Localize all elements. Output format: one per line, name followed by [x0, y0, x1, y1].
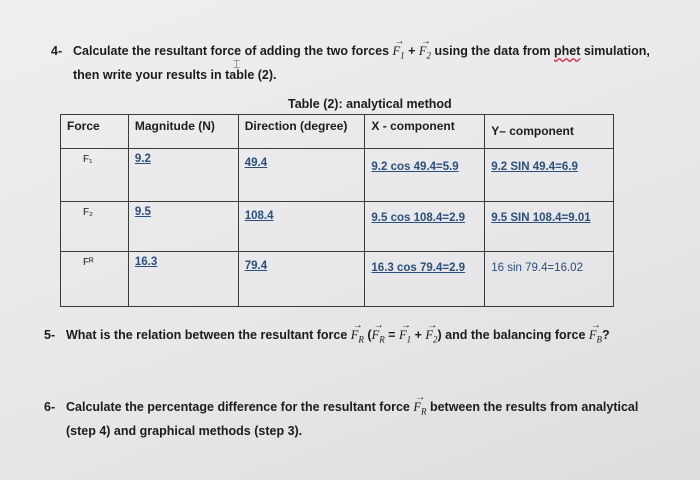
- table-caption: Table (2): analytical method: [288, 97, 452, 111]
- q6-line-2: (step 4) and graphical methods (step 3).: [66, 423, 303, 438]
- table-header-row: [61, 115, 614, 149]
- vector-fr: → $F_R$: [351, 326, 364, 350]
- row-2-magnitude: 9.5: [128, 202, 238, 252]
- question-4: [51, 42, 673, 85]
- row-3-direction: 79.4: [238, 252, 365, 307]
- question-5-number: 5-: [44, 328, 56, 342]
- row-2-x: 9.5 cos 108.4=2.9: [365, 202, 485, 252]
- question-6-number: 6-: [44, 400, 56, 414]
- q5-text-close: ) and the balancing force: [437, 328, 589, 342]
- table-row: [61, 149, 614, 202]
- question-6: [44, 398, 686, 441]
- table-row: [61, 252, 614, 307]
- row-3-magnitude: 16.3: [128, 252, 238, 307]
- header-force: Force: [61, 115, 129, 149]
- question-5: [44, 326, 686, 350]
- q5-question-mark: ?: [602, 328, 610, 342]
- q4-plus: +: [404, 44, 419, 58]
- vector-f2: → $F_2$: [425, 326, 437, 350]
- row-1-x: 9.2 cos 49.4=5.9: [365, 149, 485, 202]
- header-magnitude: Magnitude (N): [128, 115, 238, 149]
- q4-line-2: then write your results in table (2).: [73, 67, 277, 82]
- row-1-direction: 49.4: [238, 149, 365, 202]
- q4-text-pre: Calculate the resultant force of adding the two forces: [73, 44, 393, 58]
- vector-f1: → $F_1$: [399, 326, 411, 350]
- vector-fr: → $F_R$: [413, 398, 426, 422]
- q4-text-post: simulation,: [580, 44, 650, 58]
- q4-text-mid: using the data from: [431, 44, 554, 58]
- row-1-y: 9.2 SIN 49.4=6.9: [485, 149, 614, 202]
- q5-text-pre: What is the relation between the resultant force: [66, 328, 351, 342]
- results-table: [60, 114, 614, 307]
- q5-equals: =: [384, 328, 399, 342]
- row-3-y: 16 sin 79.4=16.02: [485, 252, 614, 307]
- header-x-component: X - component: [365, 115, 485, 149]
- q5-open-paren: (: [363, 328, 372, 342]
- row-3-force: Fᴿ: [61, 252, 129, 307]
- row-2-direction: 108.4: [238, 202, 365, 252]
- vector-fb: → $F_B$: [589, 326, 602, 350]
- row-1-force: F₁: [61, 149, 129, 202]
- header-direction: Direction (degree): [238, 115, 365, 149]
- vector-f1: → $F_1$: [393, 42, 405, 66]
- vector-f2: → $F_2$: [419, 42, 431, 66]
- header-y-component: Y– component: [485, 115, 614, 149]
- question-4-number: 4-: [51, 44, 63, 58]
- q6-text-post: between the results from analytical: [426, 400, 639, 414]
- row-2-y: 9.5 SIN 108.4=9.01: [485, 202, 614, 252]
- text-cursor-icon: ⌶: [233, 57, 241, 71]
- q6-text-pre: Calculate the percentage difference for the resultant force: [66, 400, 414, 414]
- phet-word: phet: [553, 44, 581, 58]
- row-3-x: 16.3 cos 79.4=2.9: [365, 252, 485, 307]
- row-2-force: F₂: [61, 202, 129, 252]
- q5-plus: +: [411, 328, 426, 342]
- vector-fr-inner: → $F_R$: [372, 326, 385, 350]
- table-row: [61, 202, 614, 252]
- row-1-magnitude: 9.2: [128, 149, 238, 202]
